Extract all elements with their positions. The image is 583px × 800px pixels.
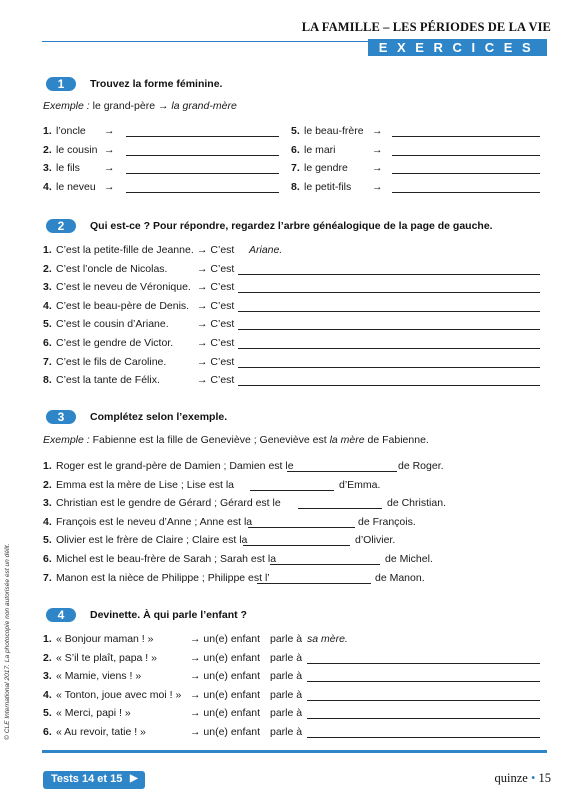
- item-quote: « Bonjour maman ! »: [56, 633, 154, 645]
- tests-link-button[interactable]: [43, 771, 145, 789]
- item-question: C’est le gendre de Victor.: [56, 337, 174, 349]
- item-sentence-end: de François.: [358, 516, 416, 528]
- footer-rule: [42, 750, 547, 753]
- exercise-1-badge: 1: [46, 77, 76, 91]
- answer-blank[interactable]: [250, 490, 334, 491]
- child-label: → un(e) enfant: [190, 633, 261, 645]
- item-sentence-end: de Christian.: [387, 497, 446, 509]
- chapter-title: LA FAMILLE – LES PÉRIODES DE LA VIE: [301, 20, 551, 34]
- example-arrow: →: [158, 100, 169, 112]
- item-sentence: Michel est le beau-frère de Sarah ; Sarah est la: [56, 553, 277, 565]
- answer-blank[interactable]: [238, 348, 540, 349]
- answer-blank[interactable]: [307, 681, 540, 682]
- exercise-4-badge: 4: [46, 608, 76, 622]
- item-number: 1.: [43, 244, 52, 256]
- speaks-to: parle à: [270, 633, 303, 645]
- item-number: 6.: [43, 726, 52, 738]
- answer-blank[interactable]: [298, 508, 382, 509]
- item-word: le petit-fils: [304, 181, 352, 193]
- item-number: 5.: [43, 534, 52, 546]
- exercise-3-title: Complétez selon l’exemple.: [90, 411, 228, 423]
- exercise-3-badge: 3: [46, 410, 76, 424]
- item-number: 8.: [43, 374, 52, 386]
- play-arrow-icon: ▶: [130, 773, 138, 784]
- item-number: 2.: [43, 652, 52, 664]
- answer-prefix: → C’est: [197, 244, 235, 256]
- answer-prefix: → C’est: [197, 263, 235, 275]
- item-word: le fils: [56, 162, 80, 174]
- answer-prefix: → C’est: [197, 374, 235, 386]
- answer-prefix: → C’est: [197, 281, 235, 293]
- item-word: le cousin: [56, 144, 98, 156]
- item-question: C’est le beau-père de Denis.: [56, 300, 190, 312]
- tests-label: Tests 14 et 15: [51, 773, 123, 785]
- example-text: le grand-père: [92, 100, 156, 112]
- item-number: 2.: [43, 479, 52, 491]
- banner-text: EXERCICES: [378, 40, 541, 55]
- item-number: 5.: [43, 318, 52, 330]
- item-number: 1.: [43, 460, 52, 472]
- child-label: → un(e) enfant: [190, 652, 261, 664]
- answer-blank[interactable]: [248, 527, 355, 528]
- item-number: 4.: [43, 181, 52, 193]
- child-label: → un(e) enfant: [190, 689, 261, 701]
- answer-blank[interactable]: [270, 564, 380, 565]
- example-label: Exemple :: [43, 434, 90, 446]
- answer-blank[interactable]: [238, 329, 540, 330]
- page-num: 15: [538, 771, 551, 785]
- item-number: 1.: [43, 633, 52, 645]
- answer-blank[interactable]: [238, 367, 540, 368]
- answer-blank[interactable]: [126, 155, 279, 156]
- answer-blank[interactable]: [307, 737, 540, 738]
- arrow-icon: →: [104, 181, 115, 193]
- example-part2: de Fabienne.: [367, 434, 429, 446]
- item-sentence: Manon est la nièce de Philippe ; Philippe est l’: [56, 572, 270, 584]
- answer-prefix: → C’est: [197, 318, 235, 330]
- answer-blank[interactable]: [243, 545, 350, 546]
- item-word: le neveu: [56, 181, 96, 193]
- answer-blank[interactable]: [126, 173, 279, 174]
- item-number: 4.: [43, 300, 52, 312]
- answer-blank[interactable]: [307, 718, 540, 719]
- arrow-icon: →: [372, 181, 383, 193]
- arrow-icon: →: [372, 125, 383, 137]
- item-sentence-end: d’Olivier.: [355, 534, 396, 546]
- item-number: 6.: [291, 144, 300, 156]
- item-word: le beau-frère: [304, 125, 364, 137]
- example-answer: la grand-mère: [171, 100, 237, 112]
- answer-blank[interactable]: [126, 136, 279, 137]
- speaks-to: parle à: [270, 689, 303, 701]
- item-word: le mari: [304, 144, 336, 156]
- arrow-icon: →: [104, 125, 115, 137]
- item-sentence-end: de Roger.: [398, 460, 444, 472]
- arrow-icon: →: [104, 162, 115, 174]
- item-number: 3.: [43, 281, 52, 293]
- exercise-2-badge: 2: [46, 219, 76, 233]
- answer-blank[interactable]: [392, 192, 540, 193]
- child-label: → un(e) enfant: [190, 670, 261, 682]
- answer-prefix: → C’est: [197, 356, 235, 368]
- answer-blank[interactable]: [238, 292, 540, 293]
- answer-blank[interactable]: [392, 155, 540, 156]
- item-quote: « Merci, papi ! »: [56, 707, 131, 719]
- item-number: 5.: [291, 125, 300, 137]
- answer-blank[interactable]: [238, 311, 540, 312]
- example-part1: Fabienne est la fille de Geneviève ; Geneviève est: [92, 434, 327, 446]
- exercise-3-example: [43, 434, 429, 446]
- item-number: 3.: [43, 497, 52, 509]
- item-number: 7.: [43, 356, 52, 368]
- answer-blank[interactable]: [307, 663, 540, 664]
- item-question: C’est la petite-fille de Jeanne.: [56, 244, 194, 256]
- arrow-icon: →: [372, 162, 383, 174]
- item-word: le gendre: [304, 162, 348, 174]
- answer-blank[interactable]: [307, 700, 540, 701]
- item-number: 2.: [43, 144, 52, 156]
- item-number: 5.: [43, 707, 52, 719]
- item-sentence: François est le neveu d’Anne ; Anne est la: [56, 516, 253, 528]
- item-sentence: Christian est le gendre de Gérard ; Gérard est le: [56, 497, 281, 509]
- example-italic: la mère: [329, 434, 365, 446]
- item-question: C’est la tante de Félix.: [56, 374, 160, 386]
- item-sentence: Emma est la mère de Lise ; Lise est la: [56, 479, 234, 491]
- example-answer: sa mère.: [307, 633, 348, 645]
- item-number: 4.: [43, 516, 52, 528]
- item-question: C’est l’oncle de Nicolas.: [56, 263, 168, 275]
- exercise-1-title: Trouvez la forme féminine.: [90, 78, 223, 90]
- answer-blank[interactable]: [257, 583, 371, 584]
- item-number: 7.: [43, 572, 52, 584]
- item-sentence-end: d’Emma.: [339, 479, 381, 491]
- answer-prefix: → C’est: [197, 337, 235, 349]
- answer-prefix: → C’est: [197, 300, 235, 312]
- item-sentence-end: de Manon.: [375, 572, 425, 584]
- item-quote: « Tonton, joue avec moi ! »: [56, 689, 182, 701]
- item-sentence-end: de Michel.: [385, 553, 433, 565]
- speaks-to: parle à: [270, 652, 303, 664]
- item-sentence: Olivier est le frère de Claire ; Claire est la: [56, 534, 248, 546]
- item-number: 2.: [43, 263, 52, 275]
- item-quote: « S’il te plaît, papa ! »: [56, 652, 157, 664]
- exercise-1-example: [43, 100, 237, 112]
- answer-blank[interactable]: [238, 274, 540, 275]
- item-question: C’est le cousin d’Ariane.: [56, 318, 169, 330]
- speaks-to: parle à: [270, 726, 303, 738]
- exercises-banner: [368, 39, 547, 56]
- speaks-to: parle à: [270, 707, 303, 719]
- item-number: 4.: [43, 689, 52, 701]
- arrow-icon: →: [104, 144, 115, 156]
- item-number: 6.: [43, 337, 52, 349]
- child-label: → un(e) enfant: [190, 707, 261, 719]
- item-number: 6.: [43, 553, 52, 565]
- answer-blank[interactable]: [238, 385, 540, 386]
- item-quote: « Mamie, viens ! »: [56, 670, 142, 682]
- answer-blank[interactable]: [392, 136, 540, 137]
- exercise-2-title: Qui est-ce ? Pour répondre, regardez l’arbre généalogique de la page de gauche.: [90, 220, 493, 232]
- answer-blank[interactable]: [392, 173, 540, 174]
- item-number: 1.: [43, 125, 52, 137]
- item-question: C’est le neveu de Véronique.: [56, 281, 191, 293]
- page-number: [495, 771, 551, 786]
- item-quote: « Au revoir, tatie ! »: [56, 726, 146, 738]
- exercise-4-title: Devinette. À qui parle l’enfant ?: [90, 609, 247, 621]
- item-number: 8.: [291, 181, 300, 193]
- answer-blank[interactable]: [287, 471, 397, 472]
- page-word: quinze: [494, 771, 528, 785]
- arrow-icon: →: [372, 144, 383, 156]
- example-answer: Ariane.: [249, 244, 283, 256]
- item-number: 7.: [291, 162, 300, 174]
- item-sentence: Roger est le grand-père de Damien ; Damien est le: [56, 460, 294, 472]
- item-number: 3.: [43, 162, 52, 174]
- item-question: C’est le fils de Caroline.: [56, 356, 167, 368]
- speaks-to: parle à: [270, 670, 303, 682]
- example-label: Exemple :: [43, 100, 90, 112]
- child-label: → un(e) enfant: [190, 726, 261, 738]
- item-word: l’oncle: [56, 125, 86, 137]
- answer-blank[interactable]: [126, 192, 279, 193]
- item-number: 3.: [43, 670, 52, 682]
- copyright-notice: © CLE International 2017. La photocopie non autorisée est un délit.: [4, 543, 11, 740]
- page-dot: •: [530, 771, 536, 785]
